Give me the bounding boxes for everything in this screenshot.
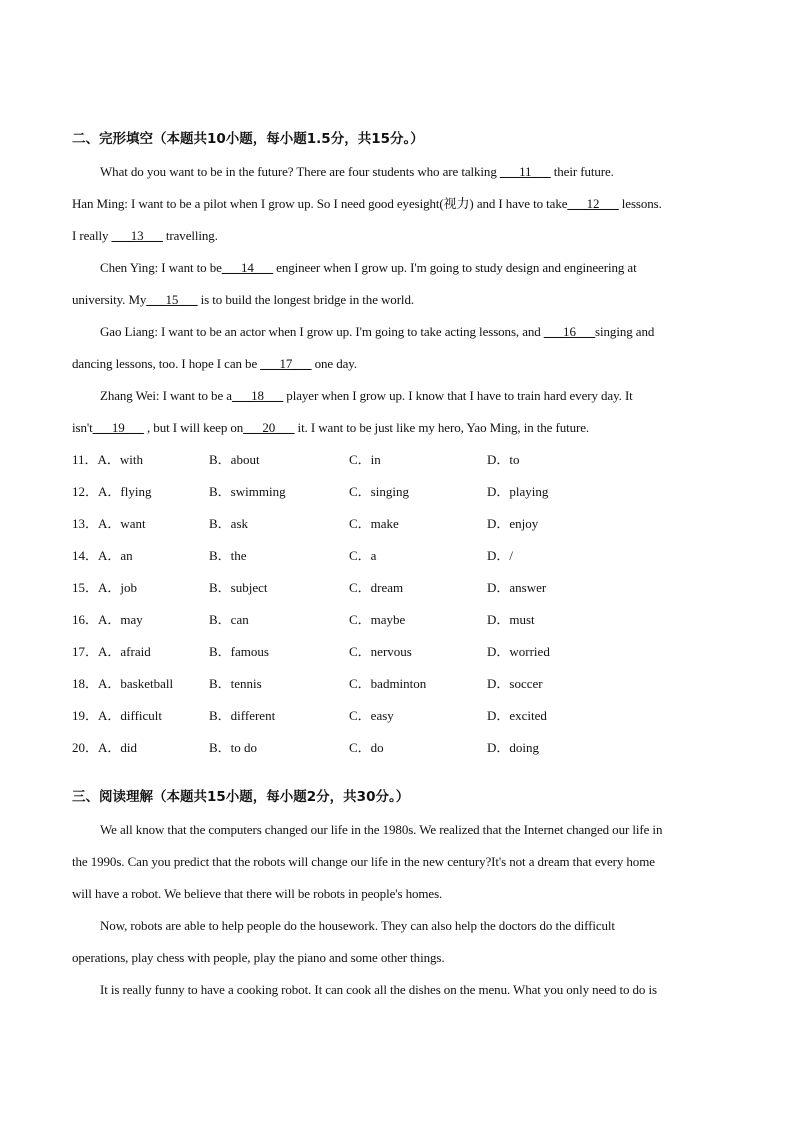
option-b: B．famous: [209, 644, 269, 659]
question-row: [72, 732, 722, 764]
answer-blank: ___14___: [221, 260, 273, 275]
option-c: C．do: [349, 740, 384, 755]
option-a: 12．A．flying: [72, 484, 152, 499]
option-d: D．excited: [487, 708, 547, 723]
option-a: 15．A．job: [72, 580, 138, 595]
cloze-line: [72, 380, 722, 412]
reading-line: We all know that the computers changed our life in the 1980s. We realized that the Internet changed our life in: [100, 822, 663, 837]
reading-line: the 1990s. Can you predict that the robots will change our life in the new century?It's not a dream that every home: [72, 854, 655, 869]
option-a: 14．A．an: [72, 548, 133, 563]
option-c: C．badminton: [349, 676, 427, 691]
cloze-line: [72, 412, 722, 444]
section2-heading: 二、完形填空（本题共10小题，每小题1.5分，共15分。）: [72, 131, 424, 147]
option-d: D．must: [487, 612, 535, 627]
option-b: B．ask: [209, 516, 249, 531]
option-d: D．worried: [487, 644, 550, 659]
passage-text: one day.: [311, 356, 358, 371]
passage-text: dancing lessons, too. I hope I can be: [72, 356, 261, 371]
option-c: C．make: [349, 516, 399, 531]
section3-heading: 三、阅读理解（本题共15小题，每小题2分，共30分。）: [72, 789, 410, 805]
reading-line: Now, robots are able to help people do the housework. They can also help the doctors do the difficult: [100, 918, 615, 933]
option-c: C．maybe: [349, 612, 406, 627]
option-d: D．playing: [487, 484, 549, 499]
question-row: [72, 700, 722, 732]
option-b: B．to do: [209, 740, 258, 755]
option-b: B．subject: [209, 580, 268, 595]
answer-blank: ___16___: [543, 324, 596, 339]
answer-blank: ___15___: [146, 292, 198, 307]
passage-text: lessons.: [618, 196, 662, 211]
cloze-line: [72, 252, 722, 284]
cloze-line: [72, 348, 722, 380]
option-d: D．/: [487, 548, 514, 563]
option-a: 20．A．did: [72, 740, 138, 755]
option-b: B．tennis: [209, 676, 262, 691]
passage-text: is to build the longest bridge in the world.: [197, 292, 414, 307]
reading-line: will have a robot. We believe that there will be robots in people's homes.: [72, 886, 443, 901]
passage-text: isn't: [72, 420, 93, 435]
reading-line: operations, play chess with people, play the piano and some other things.: [72, 950, 445, 965]
passage-text: Zhang Wei: I want to be a: [100, 388, 232, 403]
option-a: 13．A．want: [72, 516, 146, 531]
passage-text: Gao Liang: I want to be an actor when I grow up. I'm going to take acting lessons, and: [100, 324, 544, 339]
question-row: [72, 604, 722, 636]
passage-text: travelling.: [162, 228, 218, 243]
option-a: 19．A．difficult: [72, 708, 163, 723]
passage-text: player when I grow up. I know that I have to train hard every day. It: [283, 388, 633, 403]
passage-text: , but I will keep on: [143, 420, 244, 435]
option-c: C．a: [349, 548, 377, 563]
passage-text: singing and: [595, 324, 655, 339]
option-b: B．different: [209, 708, 276, 723]
option-d: D．to: [487, 452, 520, 467]
option-d: D．answer: [487, 580, 547, 595]
option-a: 16．A．may: [72, 612, 143, 627]
option-d: D．soccer: [487, 676, 543, 691]
answer-blank: ___17___: [260, 356, 312, 371]
option-c: C．singing: [349, 484, 409, 499]
passage-text: their future.: [550, 164, 614, 179]
option-b: B．can: [209, 612, 249, 627]
option-a: 11．A．with: [72, 452, 144, 467]
answer-blank: ___11___: [499, 164, 551, 179]
answer-blank: ___19___: [92, 420, 144, 435]
reading-passage: [72, 814, 722, 1006]
cloze-passage: [72, 156, 722, 444]
question-row: [72, 668, 722, 700]
cloze-line: [72, 156, 722, 188]
question-row: [72, 508, 722, 540]
option-c: C．easy: [349, 708, 394, 723]
cloze-line: [72, 188, 722, 220]
question-row: [72, 476, 722, 508]
option-b: B．the: [209, 548, 247, 563]
question-row: [72, 636, 722, 668]
option-c: C．dream: [349, 580, 404, 595]
exam-page: [72, 128, 722, 1006]
passage-text: engineer when I grow up. I'm going to study design and engineering at: [273, 260, 637, 275]
option-a: 17．A．afraid: [72, 644, 151, 659]
answer-blank: ___12___: [567, 196, 619, 211]
option-c: C．in: [349, 452, 381, 467]
question-row: [72, 540, 722, 572]
option-b: B．swimming: [209, 484, 286, 499]
reading-line: It is really funny to have a cooking robot. It can cook all the dishes on the menu. What you only need to do is: [100, 982, 657, 997]
cloze-line: [72, 284, 722, 316]
answer-blank: ___13___: [111, 228, 163, 243]
option-b: B．about: [209, 452, 260, 467]
passage-text: Chen Ying: I want to be: [100, 260, 222, 275]
option-d: D．enjoy: [487, 516, 539, 531]
passage-text: university. My: [72, 292, 147, 307]
passage-text: Han Ming: I want to be a pilot when I grow up. So I need good eyesight(视力) and I have to take: [72, 196, 568, 211]
option-c: C．nervous: [349, 644, 412, 659]
cloze-line: [72, 316, 722, 348]
question-options: [72, 444, 722, 764]
question-row: [72, 444, 722, 476]
cloze-line: [72, 220, 722, 252]
passage-text: What do you want to be in the future? There are four students who are talking: [100, 164, 500, 179]
option-d: D．doing: [487, 740, 540, 755]
answer-blank: ___18___: [231, 388, 284, 403]
question-row: [72, 572, 722, 604]
passage-text: I really: [72, 228, 112, 243]
answer-blank: ___20___: [243, 420, 295, 435]
passage-text: it. I want to be just like my hero, Yao Ming, in the future.: [294, 420, 590, 435]
option-a: 18．A．basketball: [72, 676, 174, 691]
